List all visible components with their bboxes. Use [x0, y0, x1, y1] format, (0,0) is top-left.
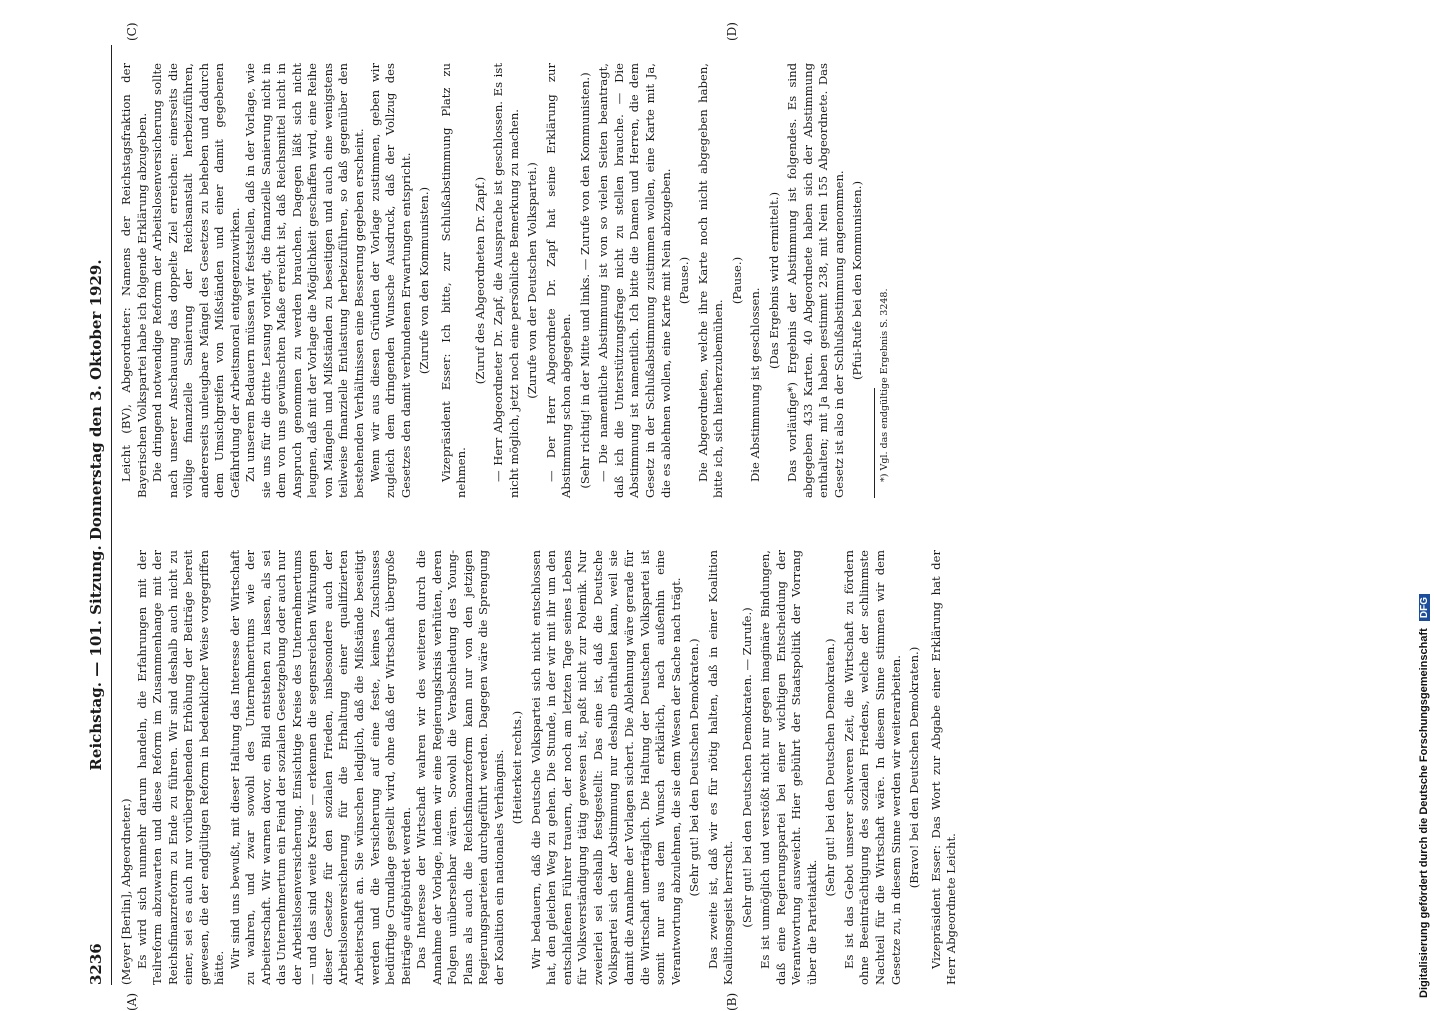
- header-rule: [111, 45, 112, 985]
- margin-marker-a: (A): [125, 992, 139, 1011]
- margin-marker-b: (B): [725, 992, 739, 1011]
- paragraph: Es ist das Gebot unserer schweren Zeit, die Wirtschaft zu fördern ohne Beeinträchtigung des sozialen Friedens, welche der schlimmste Nachteil für die Wirtschaft wäre. In diesem Sinne stimmen wir dem Gesetze zu, in diesem Sinne werden wir weiterarbeiten.: [841, 550, 903, 985]
- footnote: *) Vgl. das endgültige Ergebnis S. 3248.: [878, 288, 890, 482]
- paragraph: — Die namentliche Abstimmung ist von so vielen Seiten beantragt, daß ich die Unterstützungsfrage nicht zu stellen brauche. — Die Abstimmung ist namentlich. Ich bitte die Damen und Herren, die dem Gesetz in der Schlußabstimmung zustimmen wollen, eine Karte mit Ja, die es ablehnen wollen, eine Karte mit Nein abzugeben.: [596, 63, 673, 498]
- paragraph: Vizepräsident Esser: Ich bitte, zur Schlußabstimmung Platz zu nehmen.: [438, 63, 469, 498]
- paragraph: Das Interesse der Wirtschaft wahren wir des weiteren durch die Annahme der Vorlage, indem wir eine Regierungskrisis verhüten, deren Folgen unübersehbar wären. Sowohl die Verabschiedung des Young-Plans als auch die Reichsfinanzreform kann nur von den jetzigen Regierungsparteien durchgeführt werden. Dagegen wäre die Sprengung der Koalition ein nationales Verhängnis.: [414, 550, 506, 985]
- sidebar-credit-text: [1418, 8, 1430, 998]
- margin-marker-d: (D): [725, 22, 739, 41]
- paragraph: (Heiterkeit rechts.): [510, 710, 525, 825]
- paragraph: (Sehr gut! bei den Deutschen Demokraten.): [823, 638, 838, 897]
- paragraph: (Zuruf des Abgeordneten Dr. Zapf.): [472, 176, 487, 385]
- left-text-column: [119, 550, 960, 985]
- paragraph: (Zurufe von der Deutschen Volkspartei.): [525, 162, 540, 399]
- paragraph: — Der Herr Abgeordnete Dr. Zapf hat seine Erklärung zur Abstimmung schon abgegeben.: [543, 63, 574, 498]
- paragraph: Das zweite ist, daß wir es für nötig halten, daß in einer Koalition Koalitionsgeist herrscht.: [705, 550, 736, 985]
- paragraph: Wenn wir aus diesen Gründen der Vorlage zustimmen, geben wir zugleich dem dringenden Wunsche Ausdruck, daß der Vollzug des Gesetzes den damit verbundenen Erwartungen entspricht.: [367, 63, 413, 498]
- dfg-logo: DFG: [1419, 594, 1430, 621]
- sidebar-credit: [1418, 0, 1434, 1000]
- paragraph: Vizepräsident Esser: Das Wort zur Abgabe einer Erklärung hat der Herr Abgeordnete Leicht.: [928, 550, 959, 985]
- paragraph: Es wird sich nunmehr darum handeln, die Erfahrungen mit der Teilreform abzuwarten und diese Reform im Zusammenhange mit der Reichsfinanzreform zu Ende zu führen. Wir sind deshalb auch nicht zu einer, sei es auch nur vorübergehenden Erhöhung der Beiträge bereit gewesen, die der endgültigen Reform in bedenklicher Weise vorgegriffen hätte.: [134, 550, 227, 985]
- right-text-column: [119, 63, 892, 498]
- paragraph: Es ist unmöglich und verstößt nicht nur gegen imaginäre Bindungen, daß eine Regierungspartei bei einer wichtigen Entscheidung der Verantwortung ausweicht. Hier gebührt der Staatspolitik der Vorrang über die Parteitaktik.: [758, 550, 819, 985]
- paragraph: — Herr Abgeordneter Dr. Zapf, die Aussprache ist geschlossen. Es ist nicht möglich, jetzt noch eine persönliche Bemerkung zu machen.: [491, 63, 521, 498]
- paragraph: Zu unserem Bedauern müssen wir feststellen, daß in der Vorlage, wie sie uns für die dritte Lesung vorliegt, die finanzielle Sanierung nicht in dem von uns gewünschten Maße erreicht ist, daß Reichsmittel nicht in Anspruch genommen zu werden brauchen. Dagegen läßt sich nicht leugnen, daß mit der Vorlage die Möglichkeit geschaffen wird, eine Reihe von Mängeln und Mißständen zu beseitigen und auch eine wenigstens teilweise finanzielle Entlastung herbeizuführen, so daß gegenüber den bestehenden Verhältnissen eine Besserung gegeben erscheint.: [243, 63, 366, 498]
- page-header: [85, 45, 111, 985]
- paragraph: Das vorläufige*) Ergebnis der Abstimmung ist folgendes. Es sind abgegeben 433 Karten. 40 Abgeordnete haben sich der Abstimmung enthalten; mit Ja haben gestimmt 238, mit Nein 155 Abgeordnete. Das Gesetz ist also in der Schlußabstimmung angenommen.: [785, 63, 846, 498]
- paragraph: Die dringend notwendige Reform der Arbeitslosenversicherung sollte nach unserer Anschauung das doppelte Ziel erreichen: einerseits die völlige finanzielle Sanierung der Reichsanstalt herbeizuführen, andererseits unleugbare Mängel des Gesetzes zu beheben und dadurch dem Umsichgreifen von Mißständen und einer damit gegebenen Gefährdung der Arbeitsmoral entgegenzuwirken.: [150, 63, 242, 498]
- paragraph: Leicht (BV), Abgeordneter: Namens der Reichstagsfraktion der Bayerischen Volkspartei habe ich folgende Erklärung abzugeben.: [119, 63, 149, 498]
- paragraph: (Sehr gut! bei den Deutschen Demokraten.): [687, 638, 702, 897]
- paragraph: (Pause.): [729, 256, 744, 305]
- paragraph: (Sehr richtig! in der Mitte und links. — Zurufe von den Kommunisten.): [577, 72, 592, 489]
- paragraph: (Sehr gut! bei den Deutschen Demokraten. — Zurufe.): [739, 607, 754, 928]
- paragraph: (Das Ergebnis wird ermittelt.): [766, 191, 781, 370]
- credit-label: Digitalisierung gefördert durch die Deutsche Forschungsgemeinschaft: [1418, 628, 1430, 998]
- paragraph: Wir bedauern, daß die Deutsche Volkspartei sich nicht entschlossen hat, den gleichen Weg zu gehen. Die Stunde, in der wir mit ihr um den entschlafenen Führer trauern, der noch am letzten Tage seines Lebens für Volksverständigung tätig gewesen ist, paßt nicht zur Polemik. Nur zweierlei sei deshalb festgestellt: Das eine ist, daß die Deutsche Volkspartei sich der Abstimmung nur deshalb enthalten kann, weil sie damit die Annahme der Vorlagen sichert. Die Ablehnung wäre gerade für die Wirtschaft unerträglich. Die Haltung der Deutschen Volkspartei ist somit nur aus dem Wunsch erklärlich, nach außenhin eine Verantwortung abzulehnen, die sie dem Wesen der Sache nach trägt.: [528, 550, 683, 985]
- page-number: 3236: [87, 943, 105, 985]
- paragraph: (Bravo! bei den Deutschen Demokraten.): [907, 646, 922, 889]
- rotated-document-page: [85, 22, 1315, 1011]
- paragraph: (Meyer [Berlin], Abgeordneter.): [119, 798, 133, 985]
- paragraph: Die Abgeordneten, welche ihre Karte noch nicht abgegeben haben, bitte ich, sich hierherzubemühen.: [695, 63, 726, 498]
- paragraph: (Pause.): [677, 256, 692, 305]
- paragraph: (Zurufe von den Kommunisten.): [417, 186, 432, 375]
- page-title: Reichstag. — 101. Sitzung. Donnerstag den 3. Oktober 1929.: [87, 259, 105, 771]
- margin-marker-c: (C): [125, 22, 139, 41]
- paragraph: (Pfui-Rufe bei den Kommunisten.): [850, 181, 865, 380]
- footnote-rule: [874, 388, 875, 498]
- paragraph: Wir sind uns bewußt, mit dieser Haltung das Interesse der Wirtschaft zu wahren, und zwar sowohl des Unternehmertums wie der Arbeiterschaft. Wir warnen davor, ein Bild entstehen zu lassen, als sei das Unternehmertum ein Feind der sozialen Gesetzgebung oder auch nur der Arbeitslosenversicherung. Einsichtige Kreise des Unternehmertums — und das sind weite Kreise — erkennen die segensreichen Wirkungen dieser Gesetze für den sozialen Frieden, insbesondere auch der Arbeitslosenversicherung für die Erhaltung einer qualifizierten Arbeiterschaft an. Sie wünschen lediglich, daß die Mißstände beseitigt werden und die Versicherung auf eine feste, keines Zuschusses bedürftige Grundlage gestellt wird, ohne daß der Wirtschaft übergroße Beiträge aufgebürdet werden.: [227, 550, 413, 985]
- paragraph: Die Abstimmung ist geschlossen.: [748, 287, 763, 482]
